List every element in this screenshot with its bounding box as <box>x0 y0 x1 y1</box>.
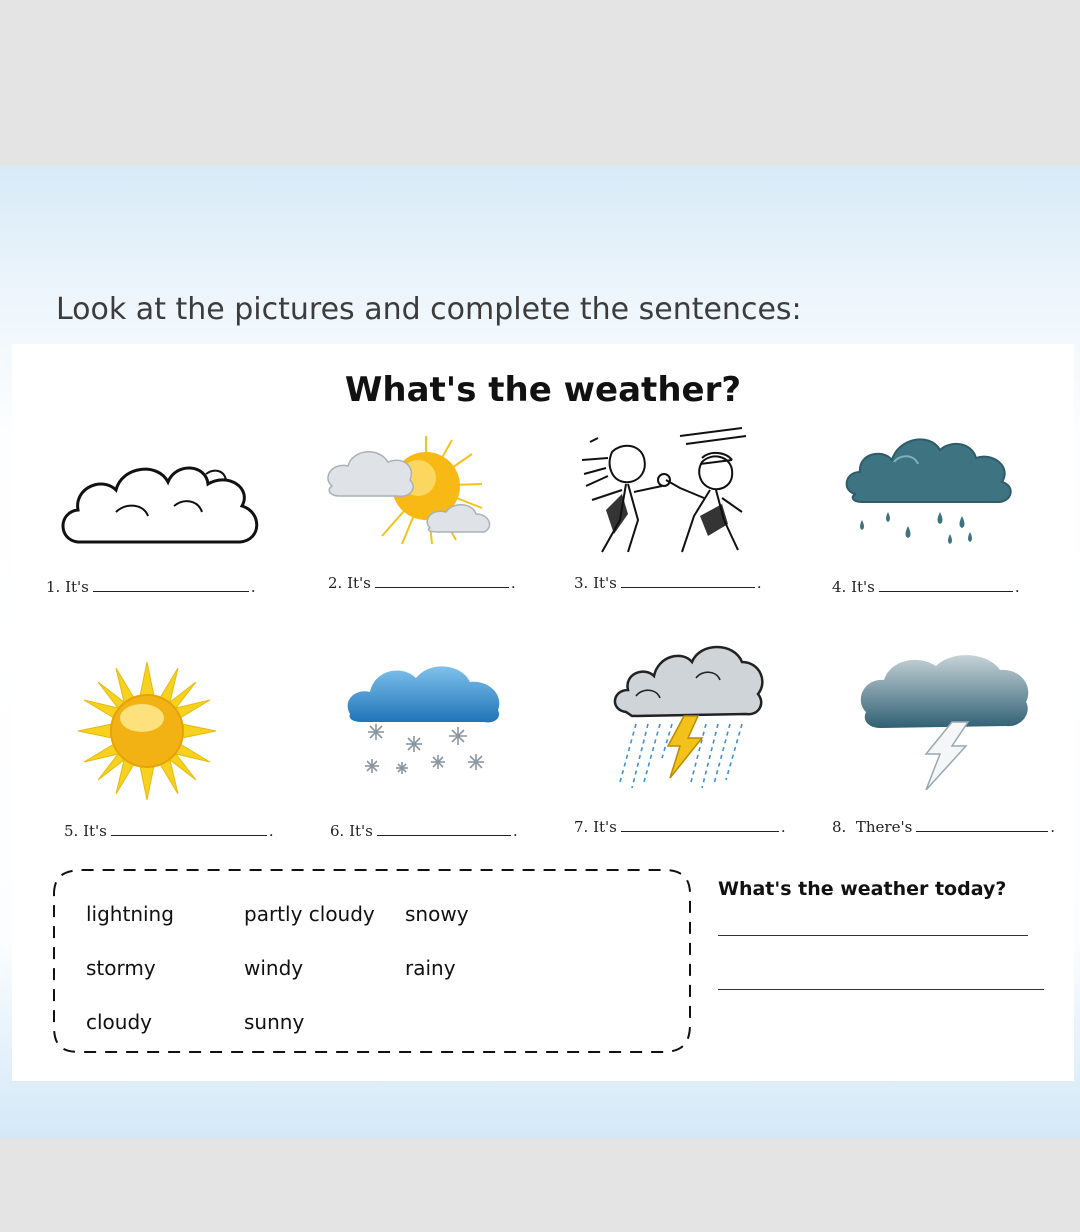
worksheet-title: What's the weather? <box>344 370 742 410</box>
thunderstorm-icon <box>606 638 766 794</box>
answer-blank-1[interactable] <box>93 590 249 592</box>
today-answer-line-2[interactable] <box>718 988 1044 990</box>
answer-blank-4[interactable] <box>879 590 1013 592</box>
word-snowy: snowy <box>405 902 469 926</box>
word-partly-cloudy: partly cloudy <box>244 902 375 926</box>
word-cloudy: cloudy <box>86 1010 152 1034</box>
rain-cloud-icon <box>842 428 1017 558</box>
sentence-8: 8. There's . <box>832 818 1056 836</box>
sentence-4: 4. It's . <box>832 578 1020 596</box>
word-bank <box>50 864 695 1059</box>
partly-cloudy-icon <box>322 432 502 550</box>
sentence-3: 3. It's . <box>574 574 762 592</box>
answer-blank-3[interactable] <box>621 586 755 588</box>
instruction-heading: Look at the pictures and complete the sentences: <box>56 292 802 327</box>
word-stormy: stormy <box>86 956 156 980</box>
windy-icon <box>582 424 752 554</box>
sentence-2: 2. It's . <box>328 574 516 592</box>
today-answer-line-1[interactable] <box>718 934 1028 936</box>
word-sunny: sunny <box>244 1010 305 1034</box>
answer-blank-2[interactable] <box>375 586 509 588</box>
worksheet <box>12 344 1074 1081</box>
answer-blank-7[interactable] <box>621 830 779 832</box>
sentence-1: 1. It's . <box>46 578 256 596</box>
sentence-5: 5. It's . <box>64 822 274 840</box>
word-rainy: rainy <box>405 956 456 980</box>
snow-cloud-icon <box>342 658 507 788</box>
sentence-6: 6. It's . <box>330 822 518 840</box>
answer-blank-5[interactable] <box>111 834 267 836</box>
slide <box>0 166 1080 1138</box>
answer-blank-8[interactable] <box>916 830 1048 832</box>
lightning-icon <box>856 650 1032 790</box>
today-question: What's the weather today? <box>718 878 1007 900</box>
word-windy: windy <box>244 956 304 980</box>
word-lightning: lightning <box>86 902 174 926</box>
answer-blank-6[interactable] <box>377 834 511 836</box>
sentence-7: 7. It's . <box>574 818 786 836</box>
cloud-icon <box>56 452 266 552</box>
sun-icon <box>76 660 218 802</box>
